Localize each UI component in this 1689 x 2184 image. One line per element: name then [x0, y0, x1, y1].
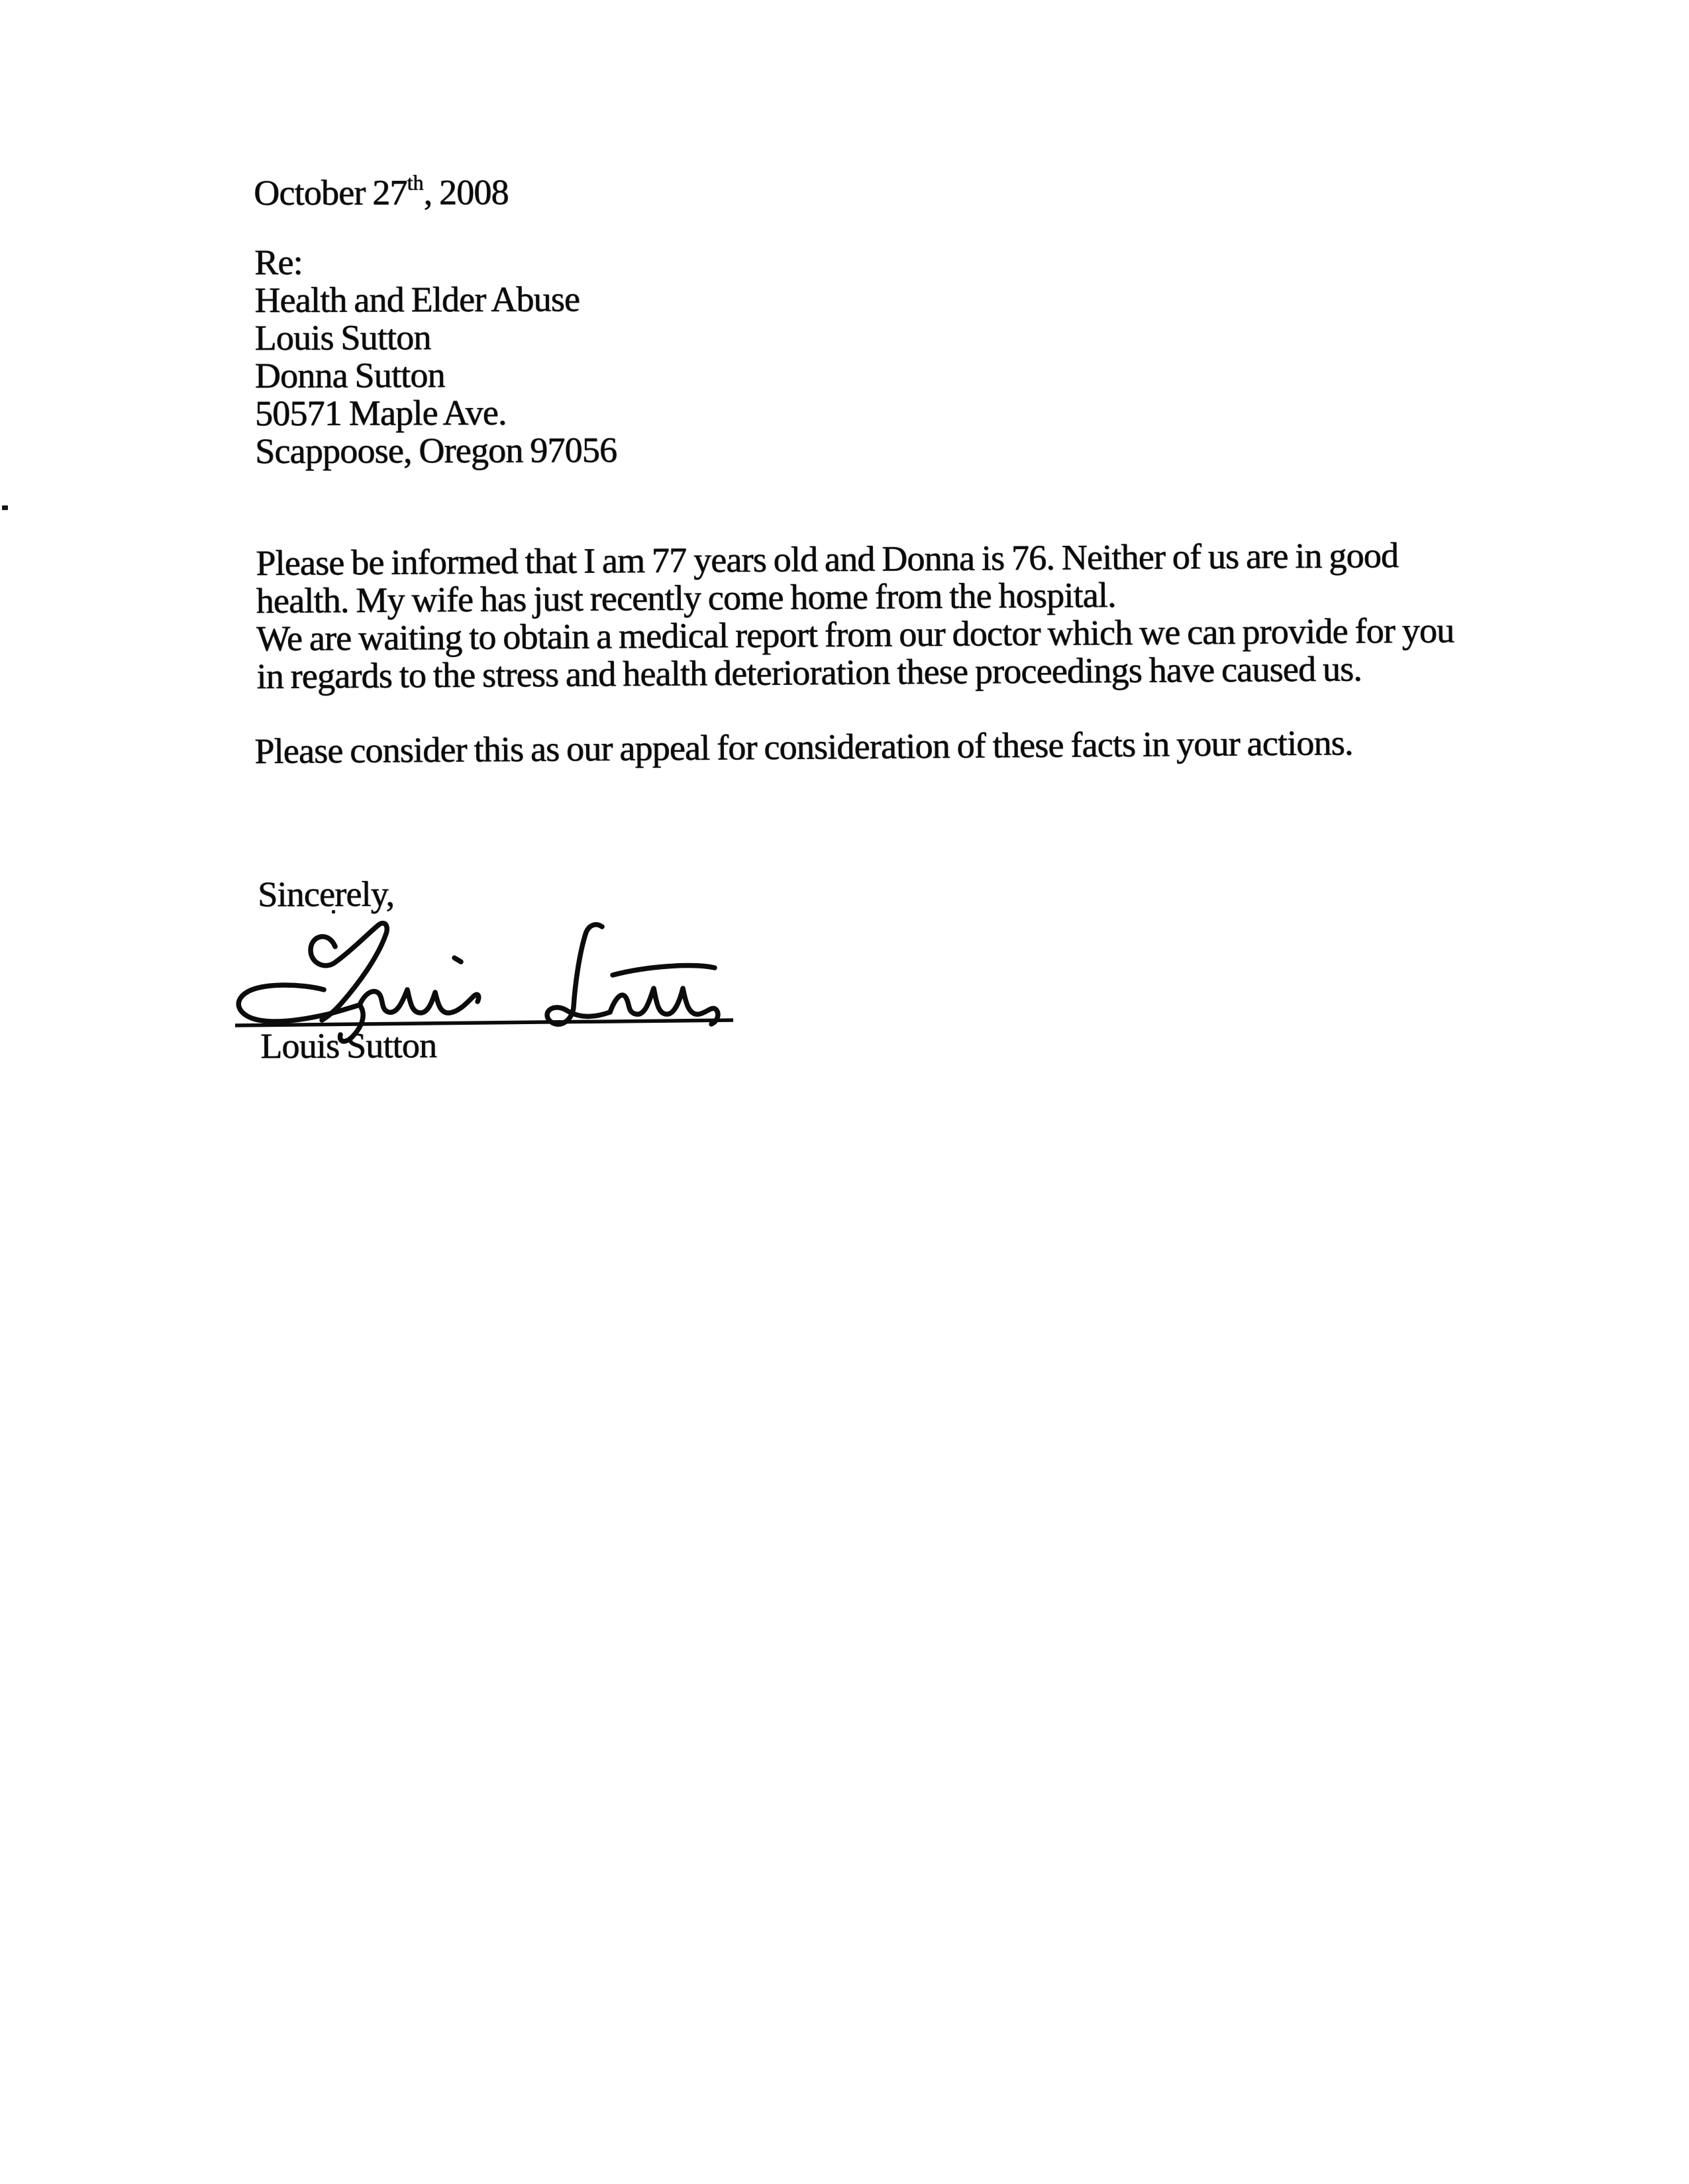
paragraph-line: Please consider this as our appeal for consideration of these facts in your actions.: [254, 722, 1353, 771]
scan-artifact-speck: [2, 505, 8, 510]
re-label: Re:: [254, 242, 303, 282]
signature-t-crossbar: [613, 966, 715, 975]
closing-salutation: Sincerely,: [257, 874, 395, 914]
paragraph-line: We are waiting to obtain a medical report from our doctor which we can provide for you: [256, 610, 1455, 658]
signature-stroke-L: [311, 923, 387, 1020]
signature-stroke-S: [547, 925, 610, 1024]
signature-stroke-ouis: [360, 990, 479, 1013]
re-line: Health and Elder Abuse: [254, 279, 580, 320]
re-line: Donna Sutton: [254, 354, 445, 395]
date-ordinal-superscript: th: [407, 170, 424, 195]
re-line: 50571 Maple Ave.: [254, 392, 507, 433]
date-text: October 27: [254, 172, 407, 213]
body-paragraph-1: [256, 536, 1455, 696]
re-address-block: [254, 242, 617, 470]
paragraph-2-lines: [254, 724, 1353, 770]
paragraph-line: health. My wife has just recently come home from the hospital.: [256, 574, 1116, 621]
body-paragraph-2: [254, 724, 1353, 770]
date-line: [254, 164, 509, 212]
re-line: Louis Sutton: [254, 317, 431, 358]
signature-i-dot: [454, 958, 461, 962]
typed-signature-name: Louis Sutton: [260, 1025, 437, 1066]
paragraph-line: in regards to the stress and health deterioration these proceedings have caused us.: [256, 649, 1362, 696]
paragraph-line: Please be informed that I am 77 years old and Donna is 76. Neither of us are in good: [255, 535, 1399, 583]
re-line: Scappoose, Oregon 97056: [254, 430, 617, 471]
date-year: , 2008: [423, 172, 509, 213]
re-lines: [254, 280, 617, 470]
paragraph-1-lines: [256, 536, 1455, 696]
signature-underline: [235, 1020, 733, 1025]
